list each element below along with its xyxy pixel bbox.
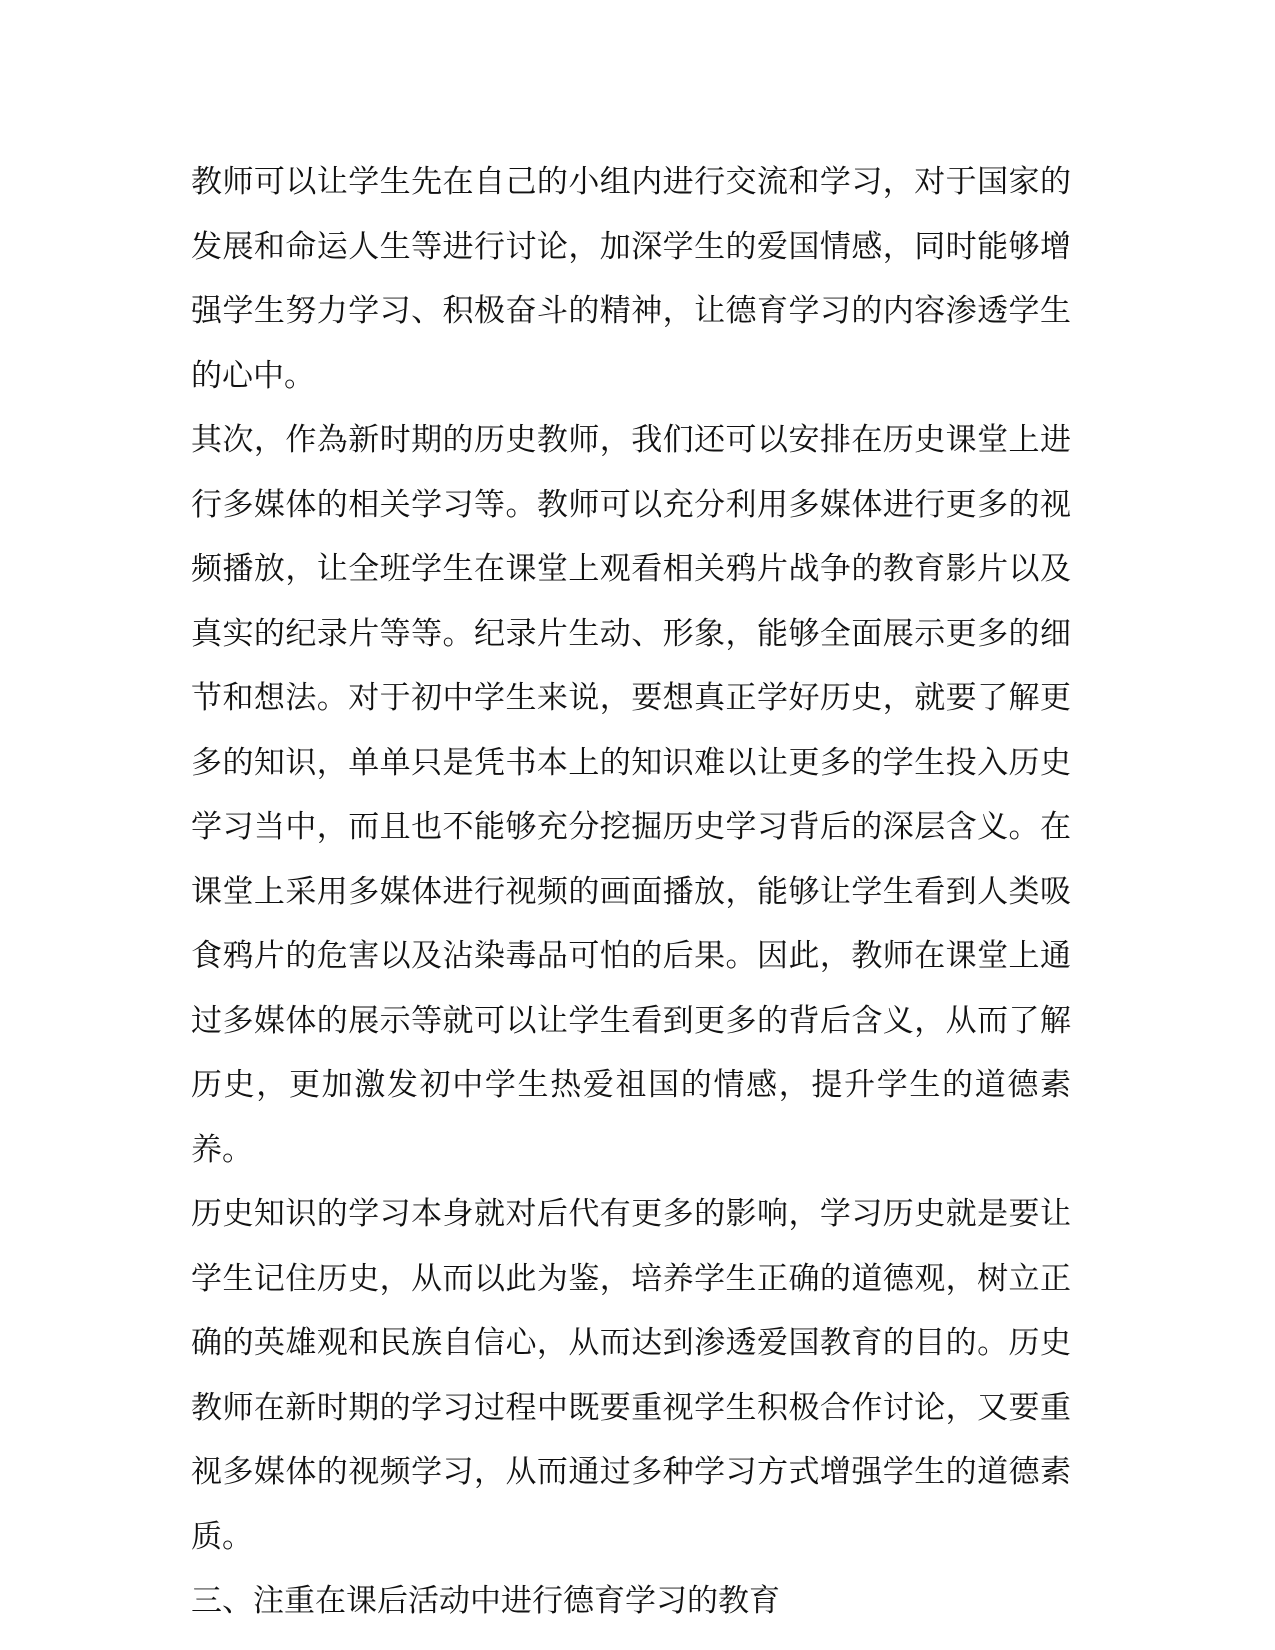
paragraph-history-influence: 历史知识的学习本身就对后代有更多的影响，学习历史就是要让学生记住历史，从而以此为鉴，培养学生正确的道德观，树立正确的英雄观和民族自信心，从而达到渗透爱国教育的目的。历史教师在新时期的学习过程中既要重视学生积极合作讨论，又要重视多媒体的视频学习，从而通过多种学习方式增强学生的道德素质。: [191, 1196, 1071, 1555]
document-body: [191, 150, 1071, 1634]
paragraph-multimedia-learning: 其次，作為新时期的历史教师，我们还可以安排在历史课堂上进行多媒体的相关学习等。教师可以充分利用多媒体进行更多的视频播放，让全班学生在课堂上观看相关鸦片战争的教育影片以及真实的纪录片等等。纪录片生动、形象，能够全面展示更多的细节和想法。对于初中学生来说，要想真正学好历史，就要了解更多的知识，单单只是凭书本上的知识难以让更多的学生投入历史学习当中，而且也不能够充分挖掘历史学习背后的深层含义。在课堂上采用多媒体进行视频的画面播放，能够让学生看到人类吸食鸦片的危害以及沾染毒品可怕的后果。因此，教师在课堂上通过多媒体的展示等就可以让学生看到更多的背后含义，从而了解历史，更加激发初中学生热爱祖国的情感，提升学生的道德素养。: [191, 422, 1071, 1168]
section-heading-after-class-activities: 三、注重在课后活动中进行德育学习的教育: [191, 1583, 780, 1619]
paragraph-group-discussion: 教师可以让学生先在自己的小组内进行交流和学习，对于国家的发展和命运人生等进行讨论，加深学生的爱国情感，同时能够增强学生努力学习、积极奋斗的精神，让德育学习的内容渗透学生的心中。: [191, 164, 1071, 394]
